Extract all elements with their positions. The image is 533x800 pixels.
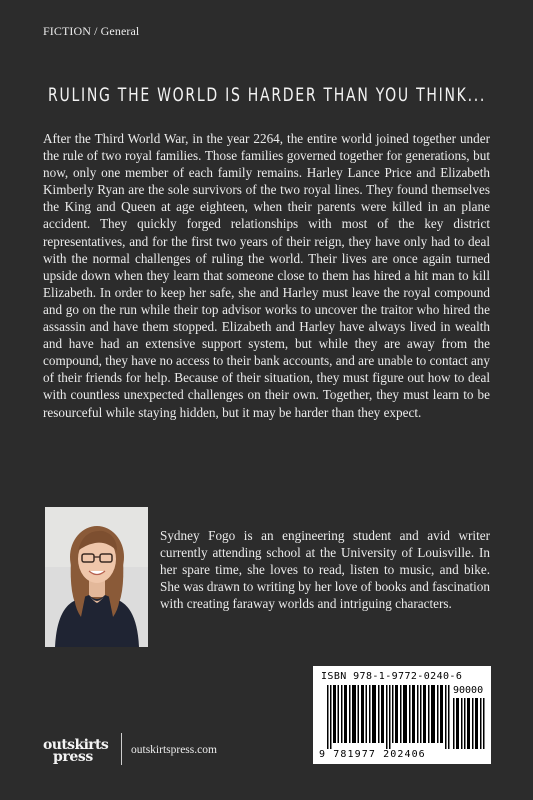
price-addon-bars [453,698,485,749]
genre-label: FICTION / General [43,24,140,38]
price-code: 90000 [453,685,484,696]
author-portrait-image [45,507,148,647]
ean-barcode-bars [327,685,452,749]
isbn-barcode [313,666,491,764]
isbn-label: ISBN 978-1-9772-0240-6 [321,671,463,682]
tagline-heading: RULING THE WORLD IS HARDER THAN YOU THINK... [48,84,487,106]
publisher-logo-line1: outskirts [43,737,109,753]
synopsis-text: After the Third World War, in the year 2264, the entire world joined together under the rule of two royal families. Those families governed together for generations, but now, only one member of each family remains. Harley Lance Price and Elizabeth Kimberly Ryan are the sole survivors of the two royal lines. They found themselves the King and Queen at age eighteen, when their parents were killed in an plane accident. They quickly forged relationships with most of the key district representatives, and for the first two years of their reign, they have only had to deal with the normal challenges of ruling the world. Their lives are once again turned upside down when they learn that someone close to them has hired a hit man to kill Elizabeth. In order to keep her safe, she and Harley must leave the royal compound and go on the run while their top advisor works to uncover the traitor who hired the assassin and have them stopped. Elizabeth and Harley have always lived in wealth and have had an extensive support system, but while they are away from the compound, they have no access to their bank accounts, and are unable to contact any of their friends for help. Because of their situation, they must figure out how to deal with countless unexpected challenges on their own. Together, they must learn to be resourceful while staying hidden, but it may be harder than they expect. [43,131,490,420]
publisher-logo-line2: press [53,749,93,765]
logo-divider [121,733,122,765]
publisher-logo [43,737,118,767]
ean-digits: 9 781977 202406 [319,749,426,760]
author-bio-text: Sydney Fogo is an engineering student and avid writer currently attending school at the University of Louisville. In her spare time, she loves to read, listen to music, and bike. She was drawn to writing by her love of books and fascination with creating faraway worlds and intriguing characters. [160,528,490,612]
author-photo [45,507,148,647]
publisher-url: outskirtspress.com [131,744,217,756]
